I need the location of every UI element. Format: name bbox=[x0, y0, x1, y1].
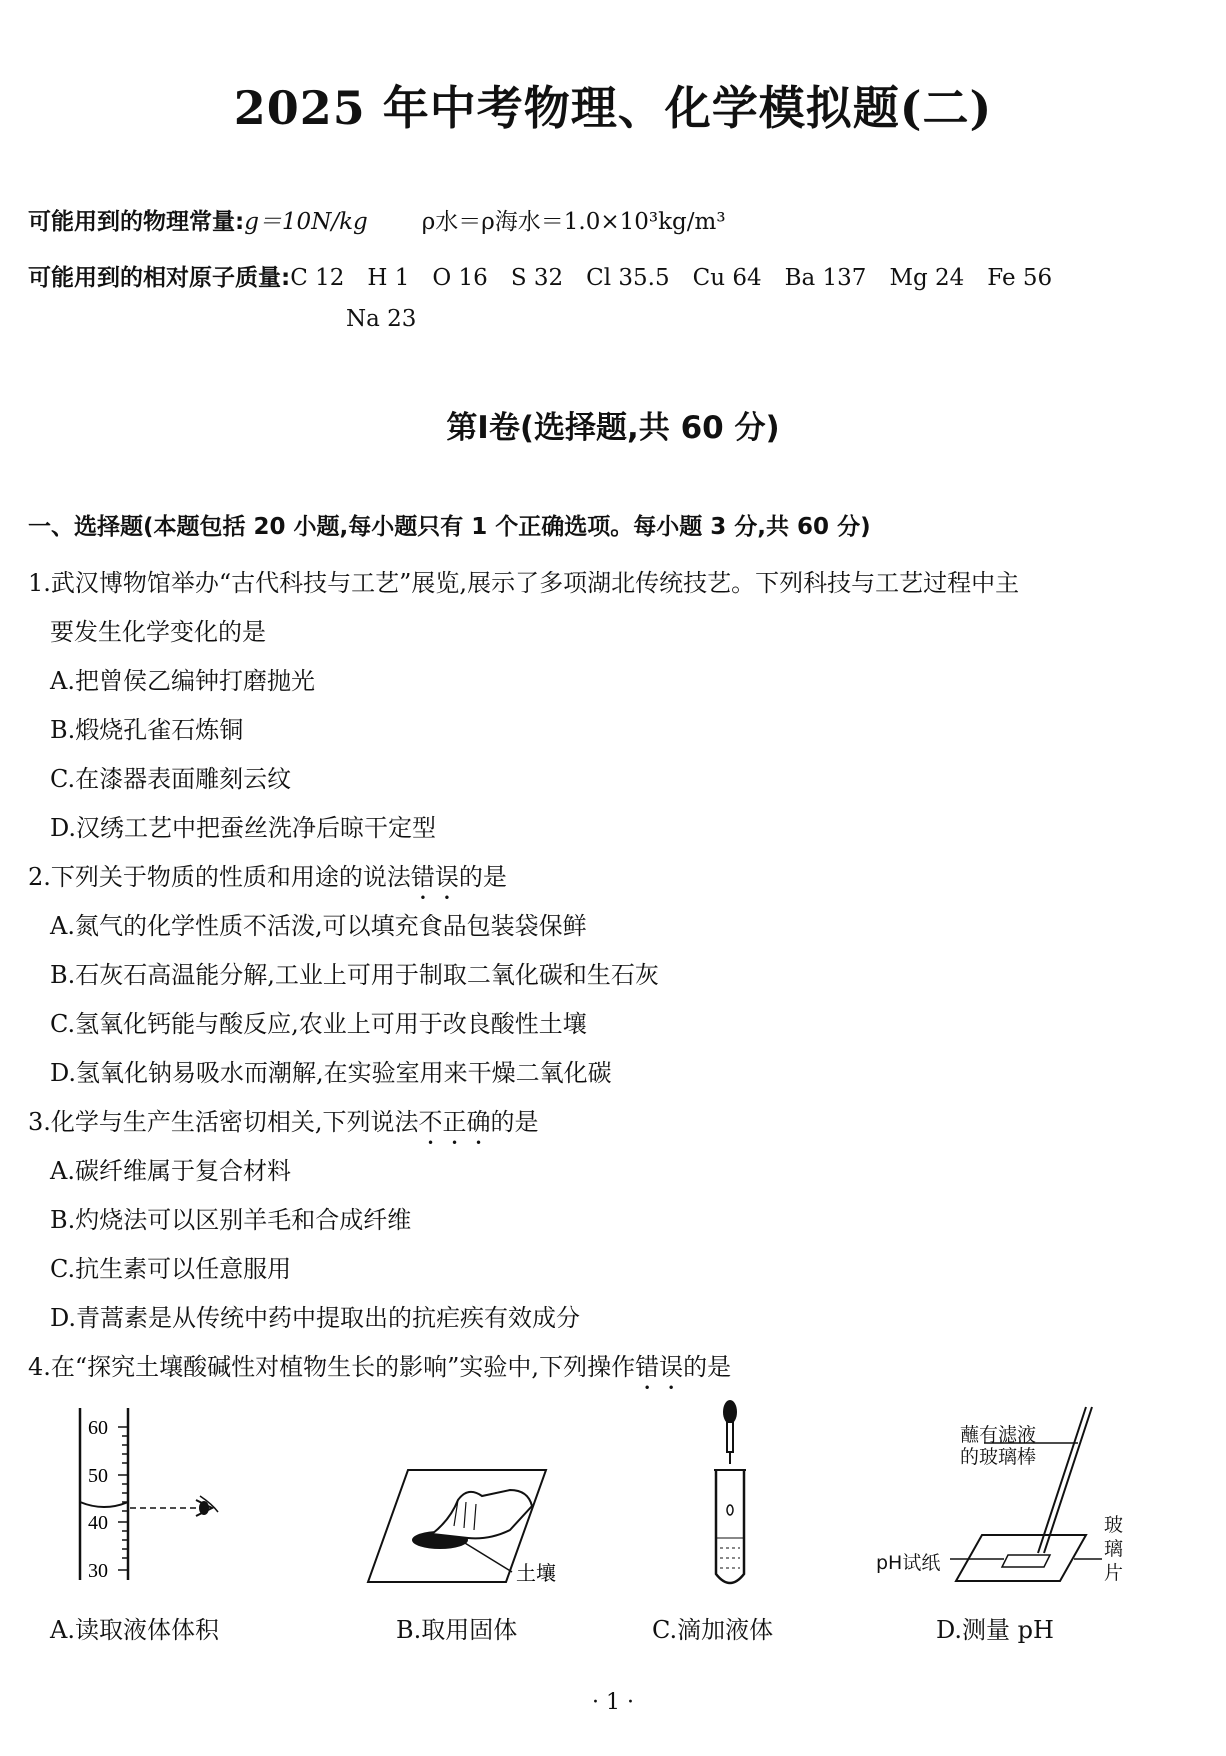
dropper-tube bbox=[727, 1422, 733, 1452]
rod-label-line1: 蘸有滤液 bbox=[960, 1424, 1037, 1446]
question-4-emphasis: 错误 bbox=[635, 1353, 684, 1381]
question-3-option-c: C.抗生素可以任意服用 bbox=[50, 1255, 292, 1283]
caption-c: C.滴加液体 bbox=[652, 1616, 774, 1644]
cylinder-ticks bbox=[118, 1427, 128, 1570]
drop-icon bbox=[727, 1505, 733, 1515]
tick-label-40: 40 bbox=[88, 1512, 108, 1534]
physics-constants bbox=[28, 203, 726, 236]
figure-c-dropper bbox=[690, 1398, 770, 1598]
question-2-option-c: C.氢氧化钙能与酸反应,农业上可用于改良酸性土壤 bbox=[50, 1010, 587, 1038]
soil-pointer bbox=[460, 1540, 512, 1572]
rho-value: ρ水＝ρ海水＝1.0×10³kg/m³ bbox=[421, 209, 726, 235]
section-title: 第Ⅰ卷(选择题,共 60 分) bbox=[446, 410, 780, 446]
glass-rod-left bbox=[1038, 1407, 1086, 1553]
question-2-emphasis: 错误 bbox=[410, 863, 459, 891]
tick-label-30: 30 bbox=[88, 1560, 108, 1582]
page-number: · 1 · bbox=[592, 1690, 634, 1715]
question-3-option-b: B.灼烧法可以区别羊毛和合成纤维 bbox=[50, 1206, 412, 1234]
question-3-stem bbox=[28, 1102, 539, 1150]
caption-a: A.读取液体体积 bbox=[50, 1616, 219, 1644]
question-4-stem-post: 的是 bbox=[683, 1353, 732, 1381]
question-1-option-d: D.汉绣工艺中把蚕丝洗净后晾干定型 bbox=[50, 814, 437, 842]
question-3-stem-pre: 3.化学与生产生活密切相关,下列说法 bbox=[28, 1108, 419, 1136]
figure-b-solid bbox=[360, 1430, 580, 1590]
soil-label: 土壤 bbox=[516, 1561, 556, 1585]
question-1-option-b: B.煅烧孔雀石炼铜 bbox=[50, 716, 244, 744]
figure-a-cylinder bbox=[60, 1400, 260, 1590]
question-1-option-c: C.在漆器表面雕刻云纹 bbox=[50, 765, 292, 793]
caption-b: B.取用固体 bbox=[396, 1616, 518, 1644]
question-2-option-d: D.氢氧化钠易吸水而潮解,在实验室用来干燥二氧化碳 bbox=[50, 1059, 612, 1087]
tick-label-50: 50 bbox=[88, 1465, 108, 1487]
physics-label: 可能用到的物理常量: bbox=[28, 209, 245, 235]
question-4-stem bbox=[28, 1347, 731, 1395]
test-tube bbox=[716, 1470, 744, 1583]
liquid-meniscus bbox=[80, 1502, 128, 1507]
liquid-hatch bbox=[720, 1548, 740, 1568]
question-3-option-d: D.青蒿素是从传统中药中提取出的抗疟疾有效成分 bbox=[50, 1304, 581, 1332]
question-3-stem-post: 的是 bbox=[490, 1108, 539, 1136]
question-1-stem-line2: 要发生化学变化的是 bbox=[50, 618, 266, 646]
page-title: 2025 年中考物理、化学模拟题(二) bbox=[233, 81, 993, 135]
glass-label-2: 璃 bbox=[1104, 1538, 1124, 1560]
question-2-option-a: A.氮气的化学性质不活泼,可以填充食品包装袋保鲜 bbox=[50, 912, 587, 940]
hand-icon bbox=[432, 1490, 532, 1538]
tick-label-60: 60 bbox=[88, 1417, 108, 1439]
dropper-bulb bbox=[723, 1400, 737, 1424]
rod-label-line2: 的玻璃棒 bbox=[960, 1446, 1037, 1468]
question-2-stem-post: 的是 bbox=[458, 863, 507, 891]
question-1-option-a: A.把曾侯乙编钟打磨抛光 bbox=[50, 667, 315, 695]
glass-rod-right bbox=[1044, 1407, 1092, 1553]
glass-label-3: 片 bbox=[1104, 1562, 1124, 1584]
atomic-masses bbox=[28, 259, 1052, 292]
caption-d: D.测量 pH bbox=[936, 1616, 1054, 1644]
question-3-option-a: A.碳纤维属于复合材料 bbox=[50, 1157, 291, 1185]
part-title: 一、选择题(本题包括 20 小题,每小题只有 1 个正确选项。每小题 3 分,共 60 分) bbox=[28, 514, 871, 540]
question-2-stem-pre: 2.下列关于物质的性质和用途的说法 bbox=[28, 863, 411, 891]
question-3-emphasis: 不正确 bbox=[418, 1108, 491, 1136]
eye-icon bbox=[196, 1496, 218, 1516]
ph-paper-label: pH试纸 bbox=[876, 1552, 941, 1574]
g-value: g＝10N/kg bbox=[244, 209, 368, 235]
glass-slide bbox=[956, 1535, 1086, 1581]
ph-paper bbox=[1002, 1555, 1050, 1567]
question-2-stem bbox=[28, 857, 507, 905]
question-1-stem-line1: 1.武汉博物馆举办“古代科技与工艺”展览,展示了多项湖北传统技艺。下列科技与工艺过程中主 bbox=[28, 569, 1020, 597]
question-2-option-b: B.石灰石高温能分解,工业上可用于制取二氧化碳和生石灰 bbox=[50, 961, 659, 989]
atomic-values: C 12 H 1 O 16 S 32 Cl 35.5 Cu 64 Ba 137 Mg 24 Fe 56 bbox=[290, 265, 1053, 291]
atomic-values-2: Na 23 bbox=[346, 306, 417, 332]
glass-label-1: 玻 bbox=[1104, 1514, 1124, 1536]
atomic-label: 可能用到的相对原子质量: bbox=[28, 265, 291, 291]
question-4-stem-pre: 4.在“探究土壤酸碱性对植物生长的影响”实验中,下列操作 bbox=[28, 1353, 636, 1381]
